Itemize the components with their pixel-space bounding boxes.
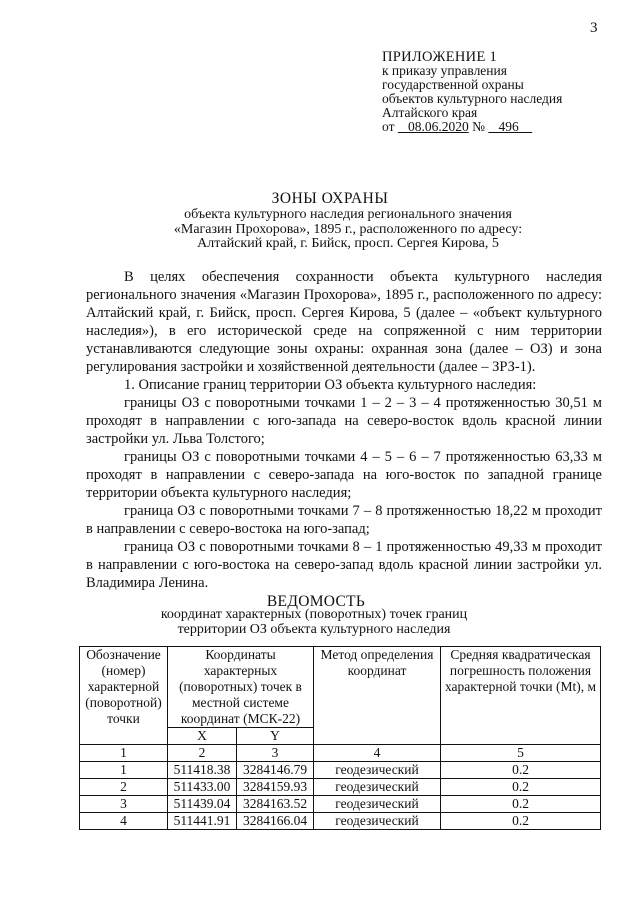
vedomost-line: координат характерных (поворотных) точек границ — [160, 607, 468, 622]
paragraph-border: границы ОЗ с поворотными точками 1 – 2 – 3 – 4 протяженностью 30,51 м проходят в направлении с юго-запада на северо-восток вдоль красной линии застройки ул. Льва Толстого; — [86, 395, 602, 447]
cell-method: геодезический — [314, 762, 441, 779]
cell-x: 511441.91 — [168, 813, 237, 830]
cell-y: 3284166.04 — [237, 813, 314, 830]
header-method: Метод определения координат — [314, 647, 441, 745]
appendix-line: к приказу управления — [382, 63, 507, 78]
body-text — [86, 268, 602, 592]
document-subtitle — [28, 208, 640, 252]
table-row — [80, 779, 601, 796]
table-row — [80, 796, 601, 813]
cell-x: 511439.04 — [168, 796, 237, 813]
cell-y: 3284146.79 — [237, 762, 314, 779]
appendix-line: государственной охраны — [382, 77, 524, 92]
appendix-heading: ПРИЛОЖЕНИЕ 1 — [382, 49, 498, 65]
table-row — [80, 762, 601, 779]
appendix-line: объектов культурного наследия — [382, 91, 563, 106]
subtitle-line: объекта культурного наследия регионального значения — [184, 207, 512, 222]
order-date: 08.06.2020 — [407, 119, 469, 134]
cell-num: 1 — [80, 762, 168, 779]
appendix-line: Алтайского края — [382, 105, 478, 120]
cell-x: 511433.00 — [168, 779, 237, 796]
paragraph-border: граница ОЗ с поворотными точками 8 – 1 протяженностью 49,33 м проходит в направлении с юго-востока на северо-запад вдоль красной линии застройки ул. Владимира Ленина. — [86, 539, 602, 591]
cell-error: 0.2 — [441, 779, 601, 796]
cell-method: геодезический — [314, 796, 441, 813]
order-number: 496 — [498, 119, 519, 134]
header-y: Y — [237, 728, 314, 745]
subtitle-line: Алтайский край, г. Бийск, просп. Сергея Кирова, 5 — [197, 236, 499, 251]
coordinates-table — [79, 646, 601, 830]
paragraph-border: границы ОЗ с поворотными точками 4 – 5 – 6 – 7 протяженностью 63,33 м проходят в направлении с северо-запада на юго-восток по западной границе территории объекта культурного наследия; — [86, 449, 602, 501]
cell-num: 3 — [80, 796, 168, 813]
header-error: Средняя квадратическая погрешность положения характерной точки (Mt), м — [441, 647, 601, 745]
number-prefix: № — [472, 119, 485, 134]
appendix-date-line — [382, 120, 562, 134]
cell-num: 2 — [80, 779, 168, 796]
vedomost-title: ВЕДОМОСТЬ — [266, 593, 366, 610]
page-number: 3 — [590, 20, 598, 36]
paragraph-intro: В целях обеспечения сохранности объекта культурного наследия регионального значения «Магазин Прохорова», 1895 г., расположенного по адресу: Алтайский край, г. Бийск, просп. Сергея Кирова, 5 (далее – «объект культурного наследия»), в его исторической среде на сопряженной с ним территории устанавливаются следующие зоны охраны: охранная зона (далее – ОЗ) и зона регулирования застройки и хозяйственной деятельности (далее – ЗРЗ-1). — [86, 269, 602, 375]
date-prefix: от — [382, 119, 395, 134]
subtitle-line: «Магазин Прохорова», 1895 г., расположенного по адресу: — [173, 221, 523, 237]
paragraph-border: граница ОЗ с поворотными точками 7 – 8 протяженностью 18,22 м проходит в направлении с северо-востока на юго-запад; — [86, 503, 602, 537]
colnum-cell: 3 — [237, 745, 314, 762]
cell-error: 0.2 — [441, 762, 601, 779]
cell-x: 511418.38 — [168, 762, 237, 779]
colnum-cell: 4 — [314, 745, 441, 762]
cell-num: 4 — [80, 813, 168, 830]
cell-error: 0.2 — [441, 796, 601, 813]
header-x: X — [168, 728, 237, 745]
vedomost-subtitle — [0, 607, 634, 637]
cell-y: 3284159.93 — [237, 779, 314, 796]
appendix-block — [382, 50, 562, 134]
cell-method: геодезический — [314, 779, 441, 796]
header-point-number: Обозначение (номер) характерной (поворотной) точки — [80, 647, 168, 745]
document-title: ЗОНЫ ОХРАНЫ — [271, 190, 389, 207]
vedomost-line: территории ОЗ объекта культурного наследия — [177, 622, 451, 637]
paragraph-heading: 1. Описание границ территории ОЗ объекта культурного наследия: — [124, 377, 537, 393]
cell-method: геодезический — [314, 813, 441, 830]
colnum-cell: 5 — [441, 745, 601, 762]
cell-error: 0.2 — [441, 813, 601, 830]
colnum-cell: 2 — [168, 745, 237, 762]
header-coordinates: Координаты характерных (поворотных) точек в местной системе координат (МСК-22) — [168, 647, 314, 728]
table-header-row — [80, 647, 601, 728]
table-colnum-row — [80, 745, 601, 762]
table-row — [80, 813, 601, 830]
colnum-cell: 1 — [80, 745, 168, 762]
cell-y: 3284163.52 — [237, 796, 314, 813]
